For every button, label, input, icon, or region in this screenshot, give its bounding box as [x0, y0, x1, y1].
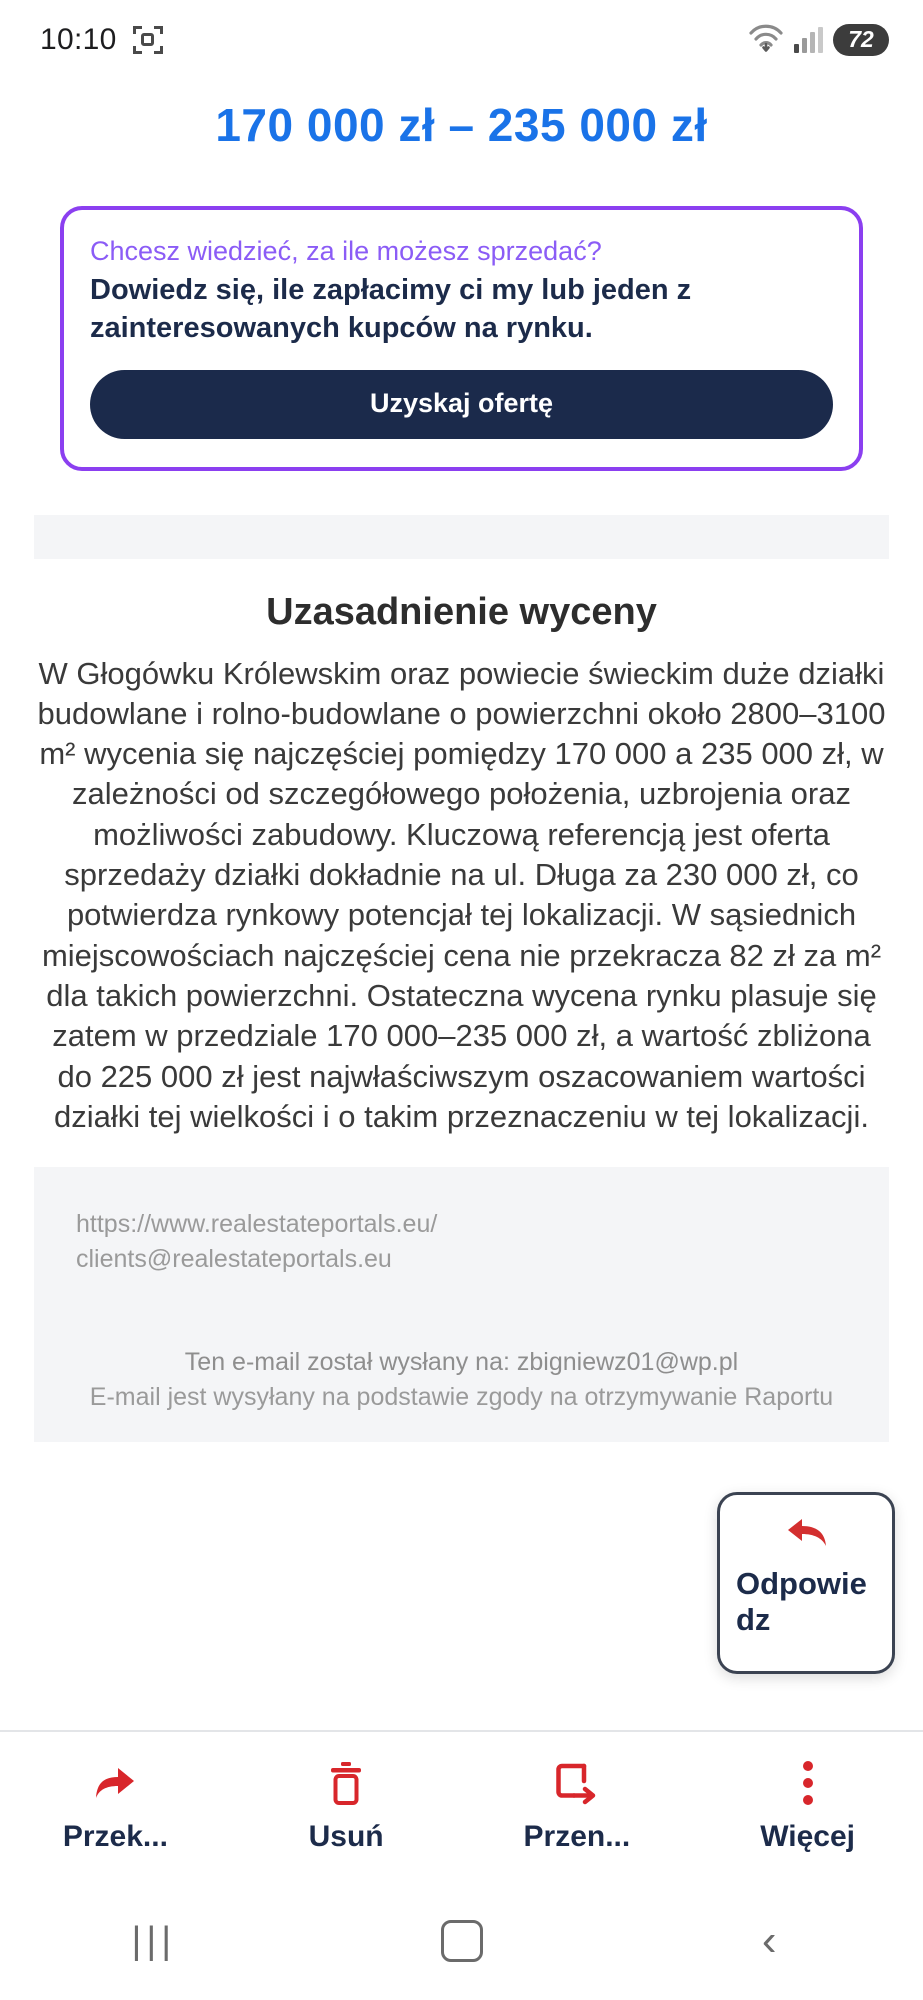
android-nav-bar: [0, 1882, 923, 2000]
get-offer-button[interactable]: Uzyskaj ofertę: [90, 370, 833, 439]
status-bar-left: [40, 23, 163, 57]
forward-arrow-icon: [92, 1760, 138, 1806]
move-action[interactable]: [462, 1760, 693, 1854]
footer-sent-notice-second: E-mail jest wysyłany na podstawie zgody na otrzymywanie Raportu: [89, 1383, 834, 1412]
status-bar-right: [748, 24, 889, 57]
nav-recents-button[interactable]: [0, 1920, 308, 1963]
forward-action[interactable]: [0, 1760, 231, 1854]
reply-button-label: Odpowiedz: [736, 1566, 867, 1637]
article-body: W Głogówku Królewskim oraz powiecie świeckim duże działki budowlane i rolno-budowlane o powierzchni około 2800–3100 m² wycenia się najczęściej pomiędzy 170 000 a 235 000 zł, w zależności od szczegółowego położenia, uzbrojenia oraz możliwości zabudowy. Kluczową referencją jest oferta sprzedaży działki dokładnie na ul. Długa za 230 000 zł, co potwierdza rynkowy potencjał tej lokalizacji. W sąsiednich miejscowościach najczęściej cena nie przekracza 82 zł za m² dla takich powierzchni. Ostateczna wycena rynku plasuje się zatem w przedziale 170 000–235 000 zł, a wartość zbliżona do 225 000 zł jest najwłaściwszym oszacowaniem wartości działki tej wielkości i o takim przeznaczeniu w tej lokalizacji.: [37, 655, 886, 1134]
nav-back-button[interactable]: [615, 1916, 923, 1965]
email-action-bar: [0, 1730, 923, 1882]
forward-action-label: Przek...: [62, 1820, 168, 1853]
more-action-label: Więcej: [760, 1820, 856, 1853]
more-vertical-icon: [800, 1760, 816, 1806]
promo-section: [0, 152, 923, 471]
footer-website[interactable]: https://www.realestateportals.eu/: [76, 1210, 438, 1239]
trash-icon: [326, 1760, 366, 1806]
recents-icon: |||: [131, 1919, 177, 1962]
home-square-icon: [441, 1920, 483, 1962]
footer-links: [76, 1207, 847, 1276]
delete-action[interactable]: [231, 1760, 462, 1854]
status-clock: 10:10: [40, 23, 117, 56]
more-action[interactable]: [692, 1760, 923, 1854]
move-action-label: Przen...: [523, 1820, 631, 1853]
status-bar: [0, 0, 923, 80]
reply-arrow-icon: [782, 1513, 830, 1558]
battery-indicator: 72: [833, 24, 889, 56]
email-footer: [34, 1167, 889, 1442]
footer-sent-notice: Ten e-mail został wysłany na: zbigniewz01@wp.pl: [184, 1348, 739, 1377]
page-title: 170 000 zł – 235 000 zł: [215, 99, 708, 151]
wifi-icon: [748, 24, 784, 57]
nav-home-button[interactable]: [308, 1920, 616, 1962]
cellular-signal-icon: [794, 27, 823, 53]
screen-capture-icon: [133, 26, 163, 54]
footer-email[interactable]: clients@realestateportals.eu: [76, 1244, 392, 1273]
promo-headline: Dowiedz się, ile zapłacimy ci my lub jeden z zainteresowanych kupców na rynku.: [90, 274, 692, 345]
article-title: Uzasadnienie wyceny: [266, 590, 657, 633]
back-chevron-icon: ‹: [761, 1916, 777, 1965]
article-section: [0, 591, 923, 1138]
reply-button[interactable]: [717, 1492, 895, 1674]
promo-card: [60, 206, 863, 471]
delete-action-label: Usuń: [308, 1820, 384, 1853]
promo-kicker: Chcesz wiedzieć, za ile możesz sprzedać?: [90, 236, 602, 266]
content-divider-band: [34, 515, 889, 559]
move-to-folder-icon: [554, 1760, 600, 1806]
